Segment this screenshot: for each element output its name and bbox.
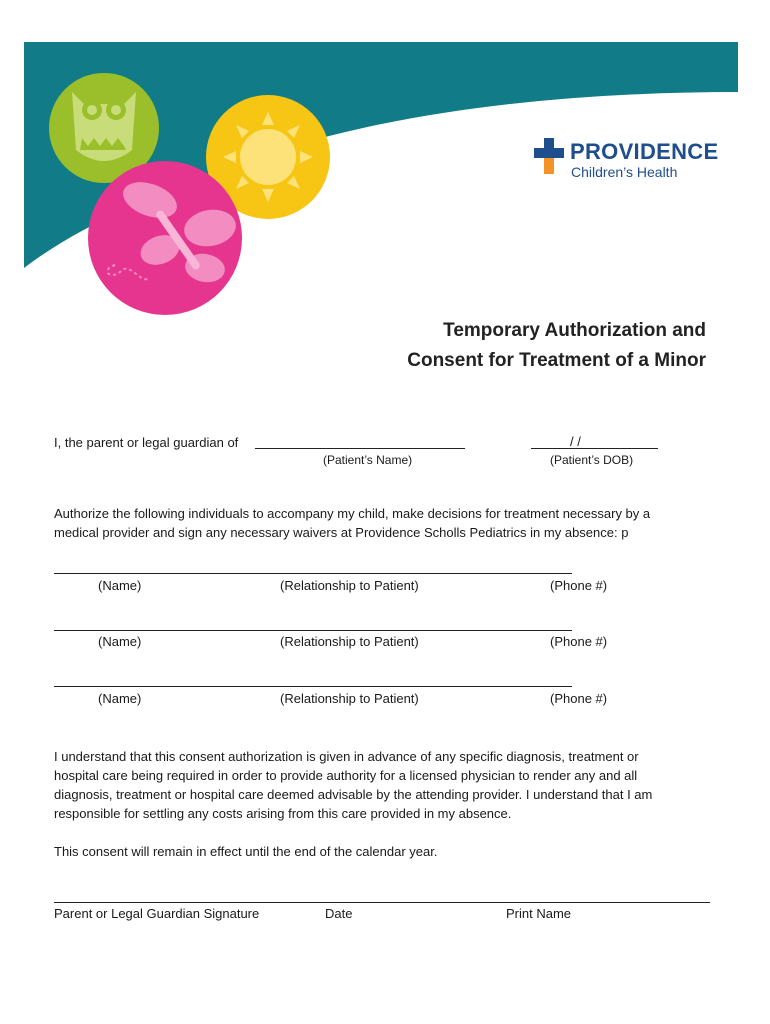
contact-2-relationship-caption: (Relationship to Patient) xyxy=(280,634,419,649)
authorize-text-line1: Authorize the following individuals to accompany my child, make decisions for treatment necessary by a xyxy=(54,506,651,521)
contact-2-phone-caption: (Phone #) xyxy=(550,634,608,649)
contact-1-name-caption: (Name) xyxy=(98,578,142,593)
signature-line[interactable] xyxy=(54,902,710,903)
contact-1-line[interactable] xyxy=(54,573,572,574)
understand-line-4: responsible for settling any costs arising from this care provided in my absence. xyxy=(54,806,512,821)
contact-1-phone-caption: (Phone #) xyxy=(550,578,608,593)
brand-name: PROVIDENCE xyxy=(570,139,719,164)
date-caption: Date xyxy=(325,906,353,921)
patient-dob-caption: (Patient’s DOB) xyxy=(550,453,634,467)
dob-slashes: / / xyxy=(570,434,581,449)
understand-line-3: diagnosis, treatment or hospital care deemed advisable by the attending provider. I understand that I am xyxy=(54,787,653,802)
intro-prefix: I, the parent or legal guardian of xyxy=(54,435,239,450)
understand-line-2: hospital care being required in order to provide authority for a licensed physician to render any and all xyxy=(54,768,638,783)
form-title-line2: Consent for Treatment of a Minor xyxy=(407,350,706,371)
contact-1-relationship-caption: (Relationship to Patient) xyxy=(280,578,419,593)
form-title-line1: Temporary Authorization and xyxy=(443,320,706,341)
patient-name-caption: (Patient’s Name) xyxy=(323,453,413,467)
print-name-caption: Print Name xyxy=(506,906,572,921)
brand-subtitle: Children’s Health xyxy=(571,164,678,180)
signature-caption: Parent or Legal Guardian Signature xyxy=(54,906,260,921)
contact-3-line[interactable] xyxy=(54,686,572,687)
contact-2-line[interactable] xyxy=(54,630,572,631)
contact-3-phone-caption: (Phone #) xyxy=(550,691,608,706)
providence-cross-icon xyxy=(534,138,564,174)
authorize-text-line2: medical provider and sign any necessary waivers at Providence Scholls Pediatrics in my absence: p xyxy=(54,525,629,540)
contact-2-name-caption: (Name) xyxy=(98,634,142,649)
understand-line-1: I understand that this consent authorization is given in advance of any specific diagnosis, treatment or xyxy=(54,749,639,764)
patient-dob-field[interactable] xyxy=(531,448,658,449)
patient-name-field[interactable] xyxy=(255,448,465,449)
contact-3-relationship-caption: (Relationship to Patient) xyxy=(280,691,419,706)
contact-3-name-caption: (Name) xyxy=(98,691,142,706)
effect-text: This consent will remain in effect until the end of the calendar year. xyxy=(54,844,438,859)
